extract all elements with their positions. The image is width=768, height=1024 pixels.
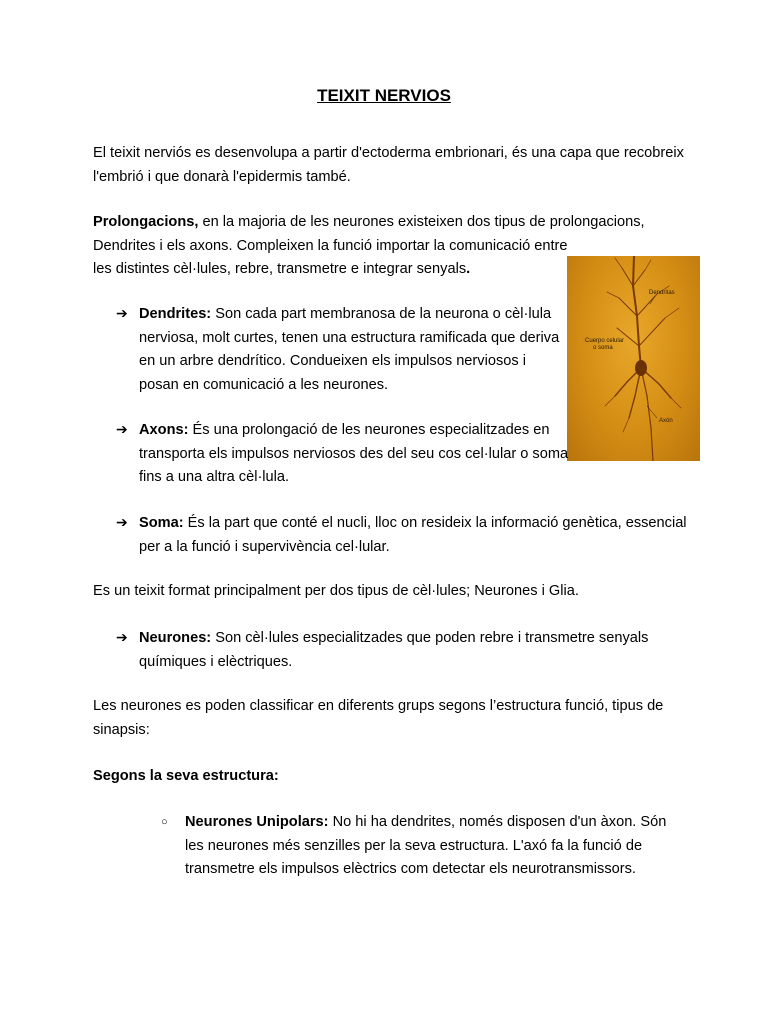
unipolars-line-1: No hi ha dendrites, només disposen d'un àxon. Són [328, 814, 667, 830]
neurones-heading: Neurones: [139, 630, 212, 646]
soma-line-1: És la part que conté el nucli, lloc on resideix la informació genètica, essencial [183, 515, 687, 531]
dendrites-item [139, 303, 559, 397]
arrow-bullet-icon: ➔ [116, 305, 128, 321]
axons-heading: Axons: [139, 422, 189, 438]
label-dendritas: Dendritas [649, 290, 675, 296]
arrow-bullet-icon: ➔ [116, 421, 128, 437]
classificar-line-1: Les neurones es poden classificar en diferents grups segons l’estructura funció, tipus de [93, 698, 664, 714]
document-title: TEIXIT NERVIOS [317, 86, 451, 105]
intro-line-2: l'embrió i que donarà l'epidermis també. [93, 168, 351, 185]
prolongacions-line-3-end: . [466, 261, 471, 277]
intro-paragraph [93, 142, 684, 189]
arrow-bullet-icon: ➔ [116, 629, 128, 645]
neuron-image [567, 256, 700, 461]
classificar-line-2: sinapsis: [93, 721, 150, 738]
dendrites-line-1: Son cada part membranosa de la neurona o cèl·lula [211, 306, 552, 322]
unipolars-line-2: les neurones més senzilles per la seva estructura. L'axó fa la funció de [185, 837, 643, 854]
neurones-item [139, 627, 648, 674]
unipolars-heading: Neurones Unipolars: [185, 814, 329, 830]
prolongacions-paragraph [93, 211, 645, 282]
prolongacions-line-1: en la majoria de les neurones existeixen dos tipus de prolongacions, [198, 214, 645, 230]
neurones-line-1: Son cèl·lules especialitzades que poden rebre i transmetre senyals [211, 630, 649, 646]
label-axon: Axón [659, 418, 673, 424]
unipolars-line-3: transmetre els impulsos elèctrics com detectar els neurotransmissors. [185, 861, 636, 877]
soma-heading: Soma: [139, 515, 184, 531]
segons-estructura-heading [93, 765, 279, 789]
neurones-line-2: químiques i elèctriques. [139, 653, 293, 670]
dendrites-heading: Dendrites: [139, 306, 212, 322]
prolongacions-heading: Prolongacions, [93, 214, 199, 230]
teixit-format-paragraph [93, 580, 579, 604]
teixit-format-text: Es un teixit format principalment per dos tipus de cèl·lules; Neurones i Glia. [93, 583, 579, 599]
prolongacions-line-3: les distintes cèl·lules, rebre, transmetre e integrar senyals [93, 261, 467, 277]
intro-line-1: El teixit nerviós es desenvolupa a partir d'ectoderma embrionari, és una capa que recobreix [93, 145, 684, 161]
axons-line-2: transporta els impulsos nerviosos des del seu cos cel·lular o soma [139, 445, 569, 462]
dendrites-line-2: nerviosa, molt curtes, tenen una estructura ramificada que deriva [139, 329, 560, 346]
unipolars-item [185, 811, 666, 882]
circle-bullet-icon: ○ [161, 816, 168, 828]
axons-line-1: És una prolongació de les neurones especialitzades en [188, 422, 550, 438]
segons-estructura-text: Segons la seva estructura: [93, 768, 279, 784]
dendrites-line-4: posan en comunicació a les neurones. [139, 376, 389, 393]
dendrites-line-3: en un arbre dendrítico. Condueixen els impulsos nerviosos i [139, 353, 526, 369]
soma-item [139, 512, 687, 559]
axons-item [139, 419, 568, 490]
arrow-bullet-icon: ➔ [116, 514, 128, 530]
classificar-paragraph [93, 695, 663, 742]
prolongacions-line-2: Dendrites i els axons. Compleixen la funció importar la comunicació entre [93, 237, 568, 254]
axons-line-3: fins a una altra cèl·lula. [139, 469, 290, 485]
label-o-soma: o soma [593, 345, 613, 351]
soma-line-2: per a la funció i supervivència cel·lular. [139, 538, 390, 555]
label-cuerpo-celular: Cuerpo celular [585, 338, 625, 344]
neuron-illustration [567, 256, 700, 461]
